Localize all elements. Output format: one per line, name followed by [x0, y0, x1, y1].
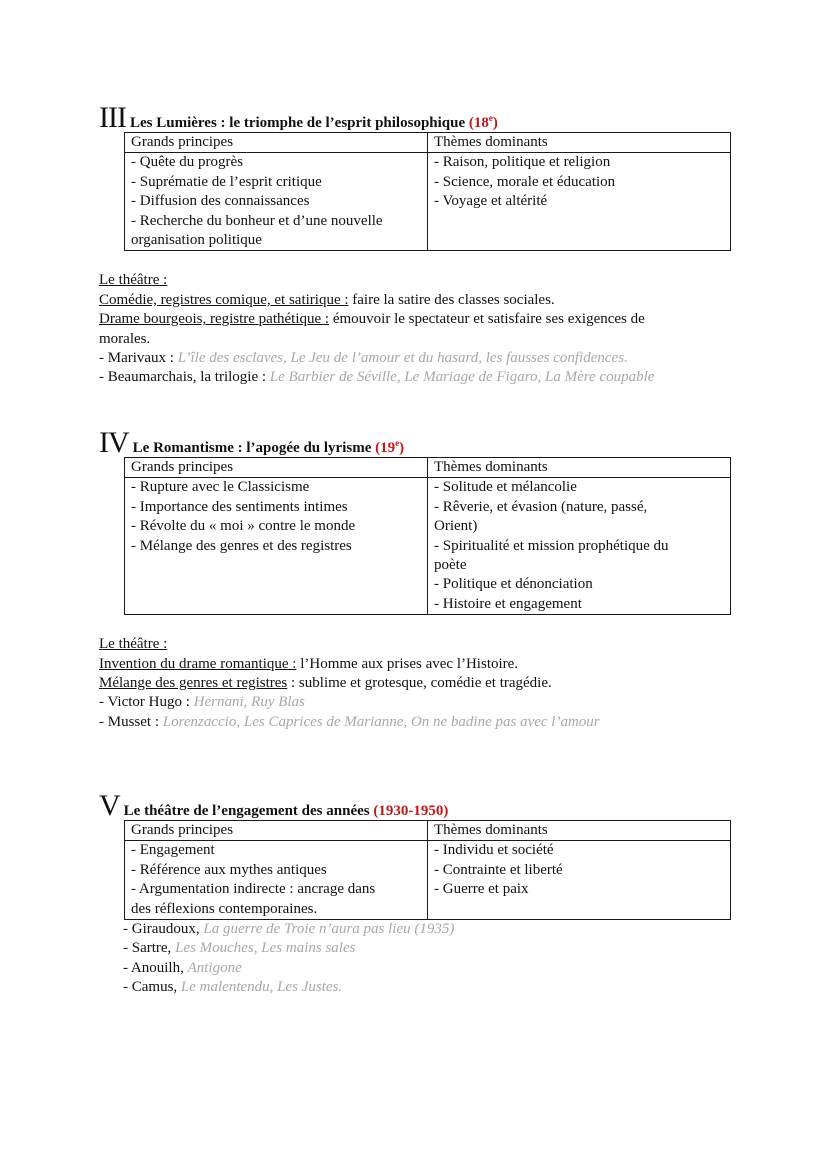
note-line [99, 674, 731, 693]
list-item: - Individu et société [434, 842, 554, 859]
author-line [123, 920, 731, 939]
list-item: - Voyage et altérité [434, 193, 548, 210]
list-item: - Diffusion des connaissances [131, 193, 310, 210]
principles-table [124, 820, 731, 920]
author-line [123, 939, 731, 958]
list-item: - Raison, politique et religion [434, 154, 611, 171]
section-period [375, 440, 404, 456]
author-works: L’île des esclaves, Le Jeu de l’amour et du hasard, les fausses confidences. [177, 350, 628, 367]
period-sup: e [395, 438, 400, 448]
note-label: Invention du drame romantique : [99, 655, 297, 672]
section-title [124, 802, 449, 821]
list-item: - Mélange des genres et des registres [131, 537, 352, 554]
author-line [99, 368, 731, 387]
section-heading [99, 789, 731, 822]
list-item: des réflexions contemporaines. [131, 900, 318, 917]
list-item: - Politique et dénonciation [434, 576, 593, 593]
list-item: - Guerre et paix [434, 881, 529, 898]
author-line [99, 693, 731, 712]
theatre-heading: Le théâtre : [99, 272, 168, 289]
list-item: organisation politique [131, 232, 262, 249]
list-item: - Solitude et mélancolie [434, 479, 577, 496]
author-works: Les Mouches, Les mains sales [175, 940, 356, 957]
author-works: Le malentendu, Les Justes. [180, 979, 343, 996]
list-item: - Rupture avec le Classicisme [131, 479, 310, 496]
period-prefix: (18 [468, 115, 489, 131]
note-text: faire la satire des classes sociales. [348, 291, 555, 308]
theatre-heading: Le théâtre : [99, 636, 168, 653]
col1-header: Grands principes [125, 458, 428, 478]
col2-header: Thèmes dominants [428, 133, 731, 153]
section-title [130, 114, 498, 133]
themes-cell [428, 478, 731, 615]
list-item: - Histoire et engagement [434, 595, 582, 612]
col2-header: Thèmes dominants [428, 458, 731, 478]
author-line [99, 349, 731, 368]
col1-header: Grands principes [125, 821, 428, 841]
author-works: Le Barbier de Séville, Le Mariage de Figaro, La Mère coupable [269, 369, 655, 386]
list-item: - Engagement [131, 842, 215, 859]
section-heading [99, 101, 731, 134]
themes-cell [428, 153, 731, 251]
list-item: Orient) [434, 518, 478, 535]
period-suffix: ) [399, 440, 405, 456]
col1-header: Grands principes [125, 133, 428, 153]
list-item: - Science, morale et éducation [434, 173, 616, 190]
note-label: Comédie, registres comique, et satirique : [99, 291, 349, 308]
table-row [125, 841, 731, 920]
section-romantisme [99, 426, 731, 732]
list-item: - Argumentation indirecte : ancrage dans [131, 881, 376, 898]
author-name: - Camus, [123, 979, 181, 996]
principles-table [124, 457, 731, 615]
author-works: Lorenzaccio, Les Caprices de Marianne, On ne badine pas avec l’amour [162, 713, 600, 730]
section-heading [99, 426, 731, 459]
section-title [133, 439, 404, 458]
section-title-text: Le théâtre de l’engagement des années [123, 803, 370, 819]
author-name: - Musset : [99, 713, 163, 730]
author-line [99, 713, 731, 732]
list-item: - Référence aux mythes antiques [131, 861, 327, 878]
period-prefix: (19 [375, 440, 396, 456]
table-header-row [125, 133, 731, 153]
list-item: - Spiritualité et mission prophétique du [434, 537, 669, 554]
principles-cell [125, 153, 428, 251]
theatre-notes [99, 271, 731, 387]
themes-cell [428, 841, 731, 920]
list-item: - Importance des sentiments intimes [131, 498, 348, 515]
table-header-row [125, 458, 731, 478]
note-text: émouvoir le spectateur et satisfaire ses exigences de [329, 311, 645, 328]
note-label: Mélange des genres et registres [99, 675, 288, 692]
list-item: - Quête du progrès [131, 154, 244, 171]
section-numeral: III [99, 101, 126, 134]
note-line [99, 310, 731, 329]
author-name: - Giraudoux, [123, 921, 204, 938]
principles-cell [125, 478, 428, 615]
table-row [125, 478, 731, 615]
section-engagement [99, 789, 731, 998]
section-numeral: V [99, 789, 120, 822]
author-line [123, 959, 731, 978]
list-item: - Révolte du « moi » contre le monde [131, 518, 356, 535]
section-period: (1930-1950) [373, 803, 449, 819]
table-header-row [125, 821, 731, 841]
note-label: Drame bourgeois, registre pathétique : [99, 311, 330, 328]
authors-list [123, 920, 731, 998]
section-title-text: Le Romantisme : l’apogée du lyrisme [132, 440, 372, 456]
note-line [99, 655, 731, 674]
section-lumieres [99, 101, 731, 388]
period-sup: e [488, 113, 493, 123]
list-item: - Rêverie, et évasion (nature, passé, [434, 498, 648, 515]
col2-header: Thèmes dominants [428, 821, 731, 841]
author-name: - Marivaux : [99, 350, 178, 367]
author-name: - Beaumarchais, la trilogie : [99, 369, 270, 386]
author-name: - Sartre, [123, 940, 176, 957]
list-item: - Recherche du bonheur et d’une nouvelle [131, 212, 383, 229]
list-item: poète [434, 557, 467, 574]
author-works: Hernani, Ruy Blas [193, 694, 305, 711]
table-row [125, 153, 731, 251]
note-line [99, 291, 731, 310]
note-text: l’Homme aux prises avec l’Histoire. [296, 655, 519, 672]
section-title-text: Les Lumières : le triomphe de l’esprit philosophique [129, 115, 466, 131]
author-works: Antigone [187, 959, 242, 976]
section-period [469, 115, 498, 131]
principles-cell [125, 841, 428, 920]
section-numeral: IV [99, 426, 129, 459]
principles-table [124, 132, 731, 251]
theatre-notes [99, 635, 731, 732]
author-name: - Victor Hugo : [99, 694, 194, 711]
author-line [123, 978, 731, 997]
note-text: : sublime et grotesque, comédie et tragédie. [287, 675, 552, 692]
author-works: La guerre de Troie n’aura pas lieu (1935) [203, 921, 455, 938]
note-line: morales. [99, 330, 151, 347]
list-item: - Suprématie de l’esprit critique [131, 173, 322, 190]
period-suffix: ) [492, 115, 498, 131]
list-item: - Contrainte et liberté [434, 861, 563, 878]
author-name: - Anouilh, [123, 959, 188, 976]
